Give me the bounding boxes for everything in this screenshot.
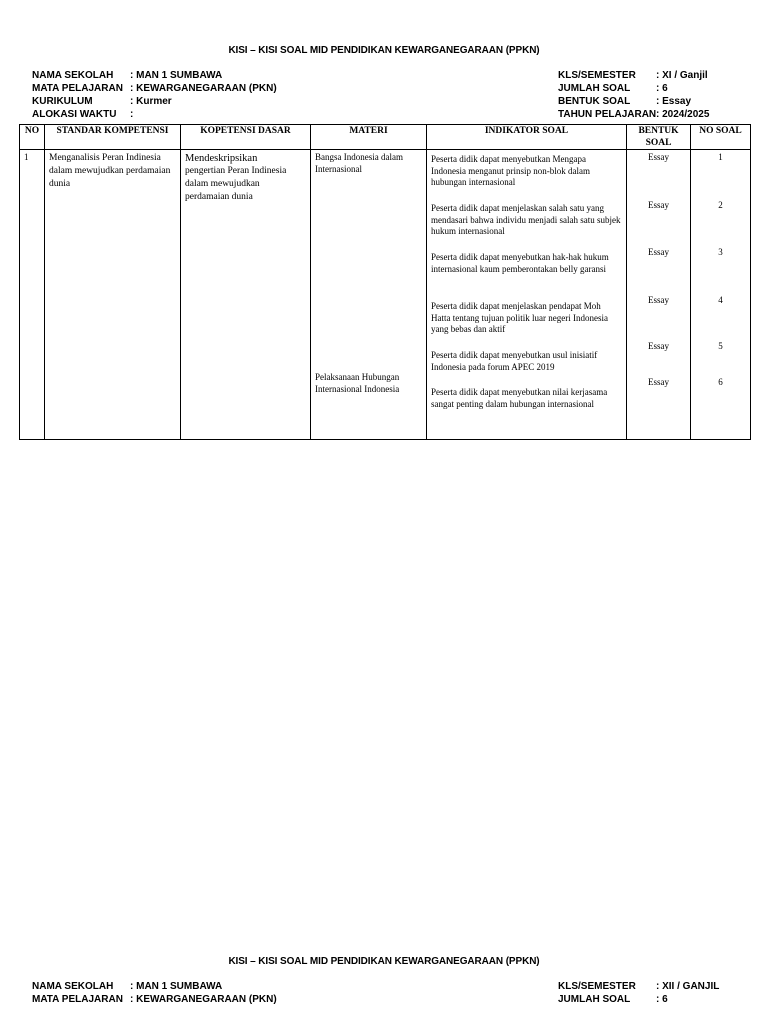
meta-row-class [558, 69, 709, 82]
meta-row-year [558, 108, 709, 121]
bentuk-item: Essay [648, 199, 669, 210]
class-info-2 [558, 980, 719, 1006]
meta-label: NAMA SEKOLAH [32, 981, 114, 992]
meta-value: : [130, 109, 134, 120]
bentuk-item: Essay [648, 341, 669, 351]
cell-no: 1 [20, 150, 45, 440]
indikator-item: Peserta didik dapat menyebutkan nilai kerjasama sangat penting dalam hubungan internasional [431, 387, 608, 409]
indikator-item: Peserta didik dapat menyebutkan Mengapa Indonesia menganut prinsip non-blok dalam hubungan internasional [431, 154, 590, 187]
kd-text-first: Mendeskripsikan [185, 153, 258, 164]
kisi-table [19, 124, 751, 440]
meta-label: NAMA SEKOLAH [32, 70, 114, 81]
meta-label: KLS/SEMESTER [558, 981, 636, 992]
cell-no-soal [691, 150, 751, 440]
meta-row-class [558, 980, 719, 993]
meta-label: ALOKASI WAKTU [32, 109, 117, 120]
indikator-item: Peserta didik dapat menyebutkan usul inisiatif Indonesia pada forum APEC 2019 [431, 350, 598, 372]
cell-standar-kompetensi [45, 150, 181, 440]
col-header-no-soal: NO SOAL [691, 125, 751, 150]
meta-row-count [558, 82, 709, 95]
meta-label: JUMLAH SOAL [558, 83, 631, 94]
meta-row-subject [32, 82, 277, 95]
indikator-item: Peserta didik dapat menyebutkan hak-hak hukum internasional kaum pemberontakan belly garansi [431, 252, 609, 274]
meta-value: : XII / GANJIL [656, 981, 720, 992]
meta-row-school [32, 69, 277, 82]
meta-label: KLS/SEMESTER [558, 70, 636, 81]
bentuk-item: Essay [648, 152, 669, 162]
table-header-row [20, 125, 751, 150]
meta-value: : KEWARGANEGARAAN (PKN) [130, 83, 277, 94]
col-header-indikator: INDIKATOR SOAL [427, 125, 627, 150]
table-row [20, 150, 751, 440]
no-soal-item: 2 [718, 199, 723, 210]
meta-label: TAHUN PELAJARAN [558, 109, 657, 120]
meta-row-count [558, 993, 719, 1006]
materi-2: Pelaksanaan Hubungan Internasional Indonesia [315, 372, 400, 394]
school-info [32, 69, 277, 121]
meta-row-time [32, 108, 277, 121]
no-soal-item: 4 [718, 294, 723, 305]
meta-label: JUMLAH SOAL [558, 994, 631, 1005]
kd-text-rest: pengertian Peran Indinesia dalam mewujudkan perdamaian dunia [185, 166, 287, 202]
meta-value: : 6 [656, 83, 668, 94]
bentuk-item: Essay [648, 294, 669, 305]
class-info [558, 69, 709, 121]
cell-kompetensi-dasar [181, 150, 311, 440]
meta-label: MATA PELAJARAN [32, 994, 123, 1005]
meta-value: : MAN 1 SUMBAWA [130, 981, 223, 992]
col-header-bentuk-soal: BENTUK SOAL [627, 125, 691, 150]
col-header-materi: MATERI [311, 125, 427, 150]
no-soal-item: 6 [718, 376, 723, 387]
cell-materi [311, 150, 427, 440]
meta-row-school [32, 980, 277, 993]
no-soal-item: 3 [718, 247, 723, 257]
no-soal-item: 1 [718, 152, 723, 162]
materi-1: Bangsa Indonesia dalam Internasional [315, 152, 403, 174]
meta-row-form [558, 95, 709, 108]
meta-value: : Essay [656, 96, 692, 107]
meta-label: BENTUK SOAL [558, 96, 631, 107]
indikator-item: Peserta didik dapat menjelaskan pendapat Moh Hatta tentang tujuan politik luar negeri Indonesia yang bebas dan aktif [431, 301, 608, 334]
meta-value: : XI / Ganjil [656, 70, 708, 81]
col-header-standar-kompetensi: STANDAR KOMPETENSI [45, 125, 181, 150]
bentuk-item: Essay [648, 247, 669, 257]
page-title: KISI – KISI SOAL MID PENDIDIKAN KEWARGANEGARAAN (PPKN) [228, 45, 540, 56]
meta-value: : 6 [656, 994, 668, 1005]
meta-value: : MAN 1 SUMBAWA [130, 70, 223, 81]
page-title-2: KISI – KISI SOAL MID PENDIDIKAN KEWARGANEGARAAN (PPKN) [228, 956, 540, 967]
meta-value: : 2024/2025 [656, 109, 710, 120]
meta-label: KURIKULUM [32, 96, 93, 107]
meta-row-curriculum [32, 95, 277, 108]
cell-indikator [427, 150, 627, 440]
bentuk-item: Essay [648, 376, 669, 387]
sk-text: Menganalisis Peran Indinesia dalam mewujudkan perdamaian dunia [49, 153, 171, 189]
indikator-item: Peserta didik dapat menjelaskan salah satu yang mendasari bahwa individu menjadi salah satu subjek hukum internasional [431, 203, 621, 236]
no-soal-item: 5 [718, 341, 723, 351]
cell-bentuk-soal [627, 150, 691, 440]
school-info-2 [32, 980, 277, 1006]
meta-row-subject [32, 993, 277, 1006]
meta-value: : Kurmer [130, 96, 172, 107]
col-header-kompetensi-dasar: KOPETENSI DASAR [181, 125, 311, 150]
meta-value: : KEWARGANEGARAAN (PKN) [130, 994, 277, 1005]
meta-label: MATA PELAJARAN [32, 83, 123, 94]
col-header-no: NO [20, 125, 45, 150]
